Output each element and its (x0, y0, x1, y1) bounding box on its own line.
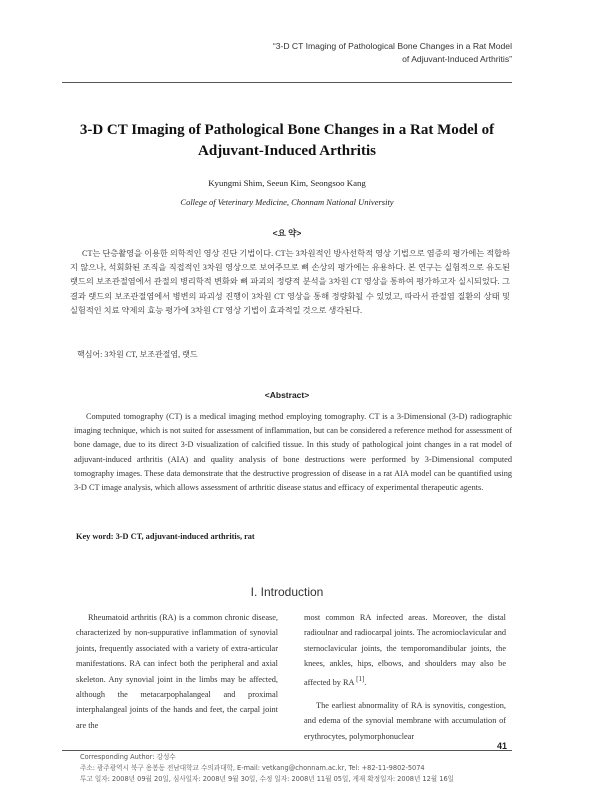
intro-paragraph-continued (304, 610, 506, 690)
sentence-end: . (364, 677, 367, 687)
paper-title: 3-D CT Imaging of Pathological Bone Changes in a Rat Model of Adjuvant-Induced Arthritis (79, 122, 495, 159)
running-header-line-2: of Adjuvant-Induced Arthritis” (402, 54, 512, 64)
intro-paragraph-continued-text: most common RA infected areas. Moreover, the distal radioulnar and radiocarpal joints. The acromioclavicular and sternoclavicular joints, the temporomandibular joints, the knees, ankles, hips, elbows, and shoulders may also be affected by RA (304, 613, 506, 687)
footnote (80, 752, 454, 785)
affiliation: College of Veterinary Medicine, Chonnam National University (180, 197, 394, 207)
authors: Kyungmi Shim, Seeun Kim, Seongsoo Kang (208, 178, 366, 188)
korean-abstract-heading: <요 약> (272, 228, 302, 238)
english-keywords: Key word: 3-D CT, adjuvant-induced arthritis, rat (76, 532, 255, 541)
running-header-line-1: “3-D CT Imaging of Pathological Bone Changes in a Rat Model (272, 41, 512, 51)
corresponding-author: Corresponding Author: 강성수 (80, 753, 176, 761)
footer-divider (62, 750, 512, 751)
intro-paragraph-2: The earliest abnormality of RA is synovitis, congestion, and edema of the synovial membrane with accumulation of erythrocytes, polymorphonuclear (304, 700, 506, 741)
body-column-right (304, 610, 506, 752)
submission-dates: 투고 일자: 2008년 09월 20일, 심사일자: 2008년 9월 30일, 수정 일자: 2008년 11월 05일, 게재 확정일자: 2008년 12월 16일 (80, 775, 455, 783)
english-abstract-heading: <Abstract> (264, 390, 310, 400)
intro-paragraph: Rheumatoid arthritis (RA) is a common chronic disease, characterized by non-suppurative inflammation of synovial joints, frequently associated with a variety of extra-articular manifestations. RA can infect both the peripheral and axial skeleton. Any synovial joint in the limbs may be affected, although the metacarpophalangeal and proximal interphalangeal joints of the hands and feet, the carpal joint are the (76, 613, 278, 730)
page-number: 41 (496, 741, 507, 751)
korean-keywords: 핵심어: 3차원 CT, 보조관절염, 랫드 (77, 350, 198, 359)
korean-abstract-body: CT는 단층촬영을 이용한 의학적인 영상 진단 기법이다. CT는 3차원적인 방사선학적 영상 기법으로 염증의 평가에는 적합하지 않으나, 석회화된 조직을 직접적인 3차원 영상으로 보여주므로 뼈 손상의 평가에는 유용하다. 본 연구는 실험적으로 유도된 랫드의 보조관절염에서 관절의 병리학적 변화와 뼈 파괴의 정량적 분석을 3차원 CT 영상을 통하여 평가하고자 실시되었다. 그 결과 랫드의 보조관절염에서 병변의 파괴성 진행이 3차원 CT 영상을 통해 정량화될 수 있었고, 따라서 관절염 질환의 상태 및 실험적인 치료 약제의 효능 평가에 3차원 CT 영상 기법이 효과적일 것으로 생각된다. (70, 249, 510, 315)
running-header (273, 40, 512, 66)
english-abstract-body: Computed tomography (CT) is a medical imaging method employing tomography. CT is a 3-Dimensional (3-D) radiographic imaging technique, which is not suited for assessment of inflammation, but can be considered a reference method for assessment of bone damage, due to its direct 3-D visualization of calcified tissue. In this study of pathological joint changes in a rat model of adjuvant-induced arthritis (AIA) and quality analysis of bone destructions were performed by 3-Dimensional computed tomography images. These data demonstrate that the destructive progression of disease in a rat AIA model can be quantified using 3-D CT image analysis, which allows assessment of arthritic disease status and efficacy of experimental therapeutic agents. (74, 412, 512, 493)
citation-reference[interactable]: [1] (356, 675, 365, 683)
introduction-heading: I. Introduction (250, 585, 324, 599)
body-column-left (76, 610, 278, 741)
header-divider (62, 82, 512, 83)
author-contact: 주소: 광주광역시 북구 용봉동 전남대학교 수의과대학, E-mail: vetkang@chonnam.ac.kr, Tel: +82-11-9802-5074 (80, 764, 425, 772)
